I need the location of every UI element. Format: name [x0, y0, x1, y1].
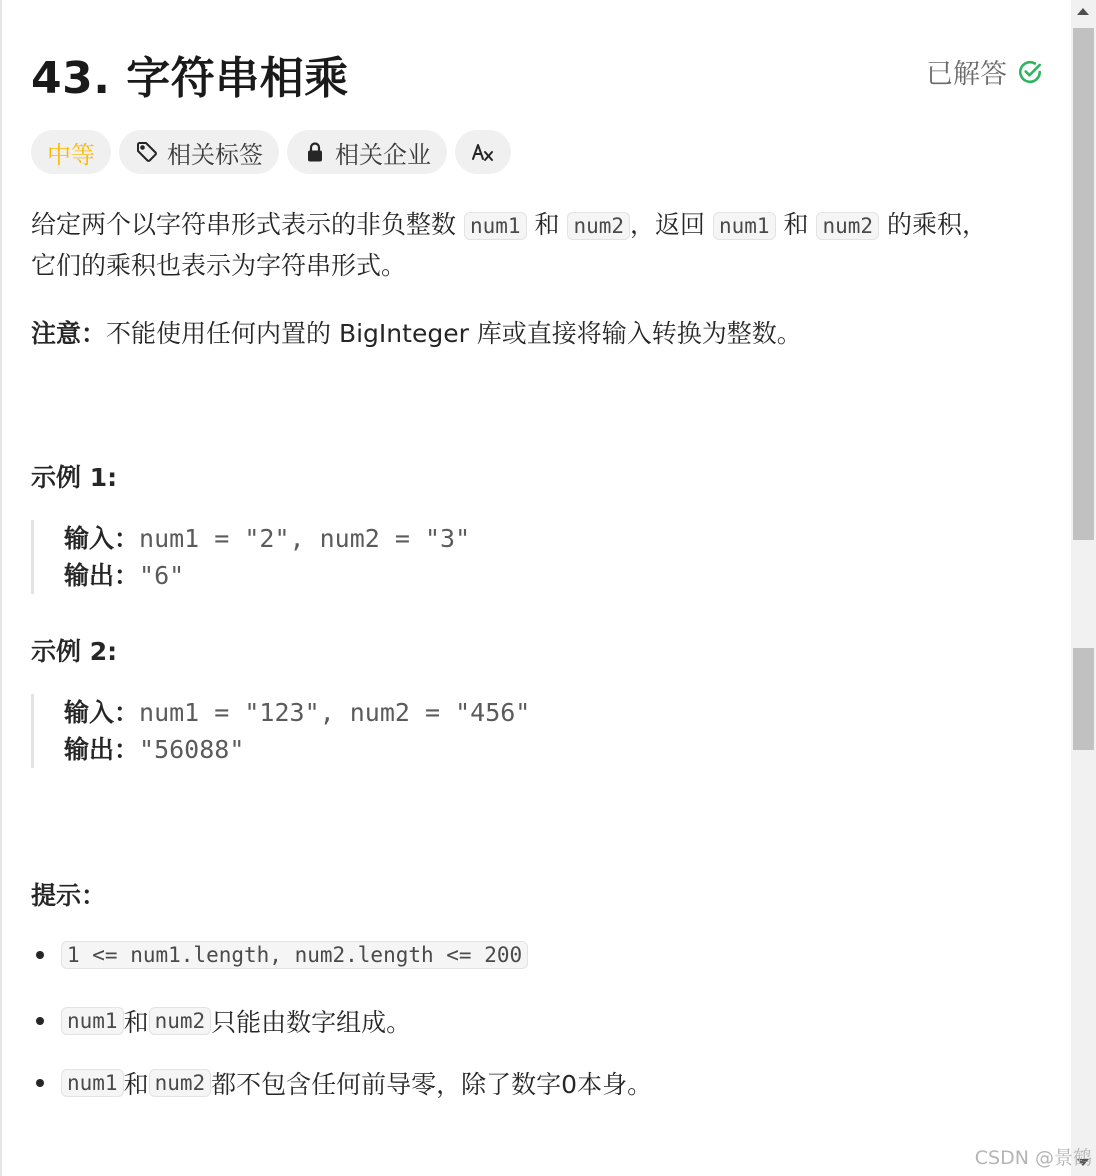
- example-1-input: num1 = "2", num2 = "3": [139, 524, 471, 553]
- bullet-dot: [36, 1079, 44, 1087]
- scrollbar-thumb[interactable]: [1073, 28, 1094, 540]
- bullet-dot: [36, 951, 44, 959]
- watermark: CSDN @景鹤: [974, 1147, 1092, 1169]
- note-label: 注意：: [31, 319, 107, 348]
- solved-label: 已解答: [926, 59, 1007, 90]
- bullet-dot: [36, 1017, 44, 1025]
- constraint-item-1: [31, 941, 528, 969]
- lock-icon: [303, 140, 327, 164]
- inline-code-num2: num2: [567, 212, 630, 240]
- related-tags-button[interactable]: [119, 130, 279, 174]
- example-2-output: "56088": [139, 735, 245, 764]
- inline-code-num2: num2: [816, 212, 879, 240]
- note-paragraph: [31, 314, 802, 354]
- example-1-output: "6": [139, 561, 185, 590]
- constraint-1-code: 1 <= num1.length, num2.length <= 200: [61, 941, 528, 969]
- scrollbar-thumb-secondary[interactable]: [1073, 648, 1094, 750]
- check-circle-icon: [1017, 59, 1043, 85]
- example-1-block: 输入：num1 = "2", num2 = "3" 输出："6": [31, 520, 470, 594]
- constraints-heading: 提示：: [31, 881, 107, 910]
- translate-icon: [471, 140, 495, 164]
- example-2-input: num1 = "123", num2 = "456": [139, 698, 531, 727]
- solved-status: [926, 52, 1043, 91]
- left-border: [0, 0, 2, 1176]
- related-companies-label: 相关企业: [335, 140, 431, 169]
- inline-code-num1: num1: [713, 212, 776, 240]
- tag-icon: [135, 140, 159, 164]
- difficulty-badge[interactable]: 中等: [31, 130, 111, 174]
- constraint-item-2: num1 和 num2 只能由数字组成。: [31, 1003, 411, 1039]
- translate-button[interactable]: [455, 130, 511, 174]
- related-companies-button[interactable]: [287, 130, 447, 174]
- constraint-item-3: num1 和 num2 都不包含任何前导零，除了数字0本身。: [31, 1065, 652, 1101]
- scroll-up-arrow-icon[interactable]: [1077, 8, 1089, 15]
- related-tags-label: 相关标签: [167, 140, 263, 169]
- problem-title: 43. 字符串相乘: [31, 53, 349, 104]
- example-2-heading: 示例 2:: [31, 637, 118, 666]
- example-1-heading: 示例 1:: [31, 463, 118, 492]
- example-2-block: 输入：num1 = "123", num2 = "456" 输出："56088": [31, 694, 530, 768]
- note-text: 不能使用任何内置的 BigInteger 库或直接将输入转换为整数。: [106, 319, 802, 348]
- inline-code-num1: num1: [464, 212, 527, 240]
- tag-bar: [31, 130, 511, 174]
- description-paragraph: 给定两个以字符串形式表示的非负整数 num1 和 num2 ，返回 num1 和 num2 的乘积， 它们的乘积也表示为字符串形式。: [31, 210, 987, 280]
